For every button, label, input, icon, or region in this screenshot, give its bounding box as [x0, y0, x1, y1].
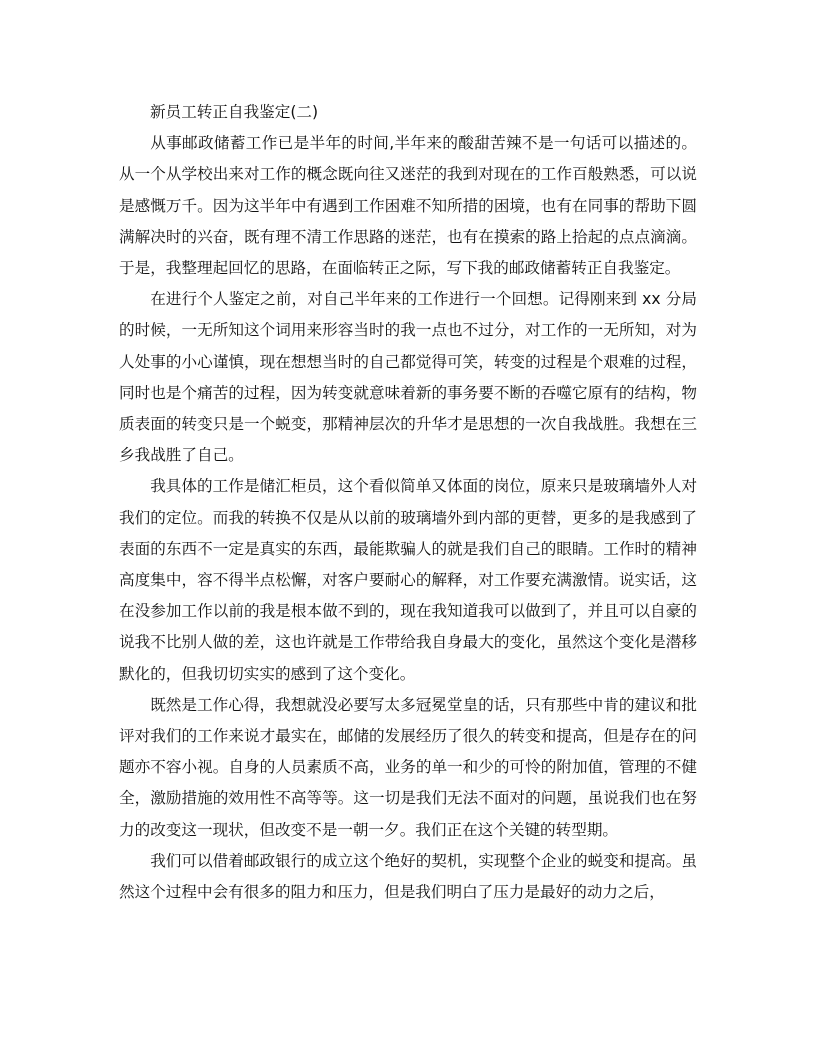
- paragraph-1: 从事邮政储蓄工作已是半年的时间,半年来的酸甜苦辣不是一句话可以描述的。从一个从学校出来对工作的概念既向往又迷茫的我到对现在的工作百般熟悉，可以说是感慨万千。因为这半年中有遇到工作困难不知所措的困境，也有在同事的帮助下圆满解决时的兴奋，既有理不清工作思路的迷茫，也有在摸索的路上拾起的点点滴滴。于是，我整理起回忆的思路，在面临转正之际，写下我的邮政储蓄转正自我鉴定。: [119, 134, 697, 278]
- paragraph-2: 在进行个人鉴定之前，对自己半年来的工作进行一个回想。记得刚来到 xx 分局的时候，一无所知这个词用来形容当时的我一点也不过分，对工作的一无所知，对为人处事的小心谨慎，现在想想当时的自己都觉得可笑，转变的过程是个艰难的过程，同时也是个痛苦的过程，因为转变就意味着新的事务要不断的吞噬它原有的结构，物质表面的转变只是一个蜕变，那精神层次的升华才是思想的一次自我战胜。我想在三乡我战胜了自己。: [119, 290, 697, 465]
- document-body: [119, 97, 697, 908]
- paragraph-4: 既然是工作心得，我想就没必要写太多冠冕堂皇的话，只有那些中肯的建议和批评对我们的工作来说才最实在，邮储的发展经历了很久的转变和提高，但是存在的问题亦不容小视。自身的人员素质不高，业务的单一和少的可怜的附加值，管理的不健全，激励措施的效用性不高等等。这一切是我们无法不面对的问题，虽说我们也在努力的改变这一现状，但改变不是一朝一夕。我们正在这个关键的转型期。: [119, 695, 697, 839]
- document-title: 新员工转正自我鉴定(二): [150, 103, 319, 121]
- paragraph-3: 我具体的工作是储汇柜员，这个看似简单又体面的岗位，原来只是玻璃墙外人对我们的定位。而我的转换不仅是从以前的玻璃墙外到内部的更替，更多的是我感到了表面的东西不一定是真实的东西，最能欺骗人的就是我们自己的眼睛。工作时的精神高度集中，容不得半点松懈，对客户要耐心的解释，对工作要充满激情。说实话，这在没参加工作以前的我是根本做不到的，现在我知道我可以做到了，并且可以自豪的说我不比别人做的差，这也许就是工作带给我自身最大的变化，虽然这个变化是潜移默化的，但我切切实实的感到了这个变化。: [119, 477, 697, 683]
- paragraph-5: 我们可以借着邮政银行的成立这个绝好的契机，实现整个企业的蜕变和提高。虽然这个过程中会有很多的阻力和压力，但是我们明白了压力是最好的动力之后，: [119, 851, 697, 902]
